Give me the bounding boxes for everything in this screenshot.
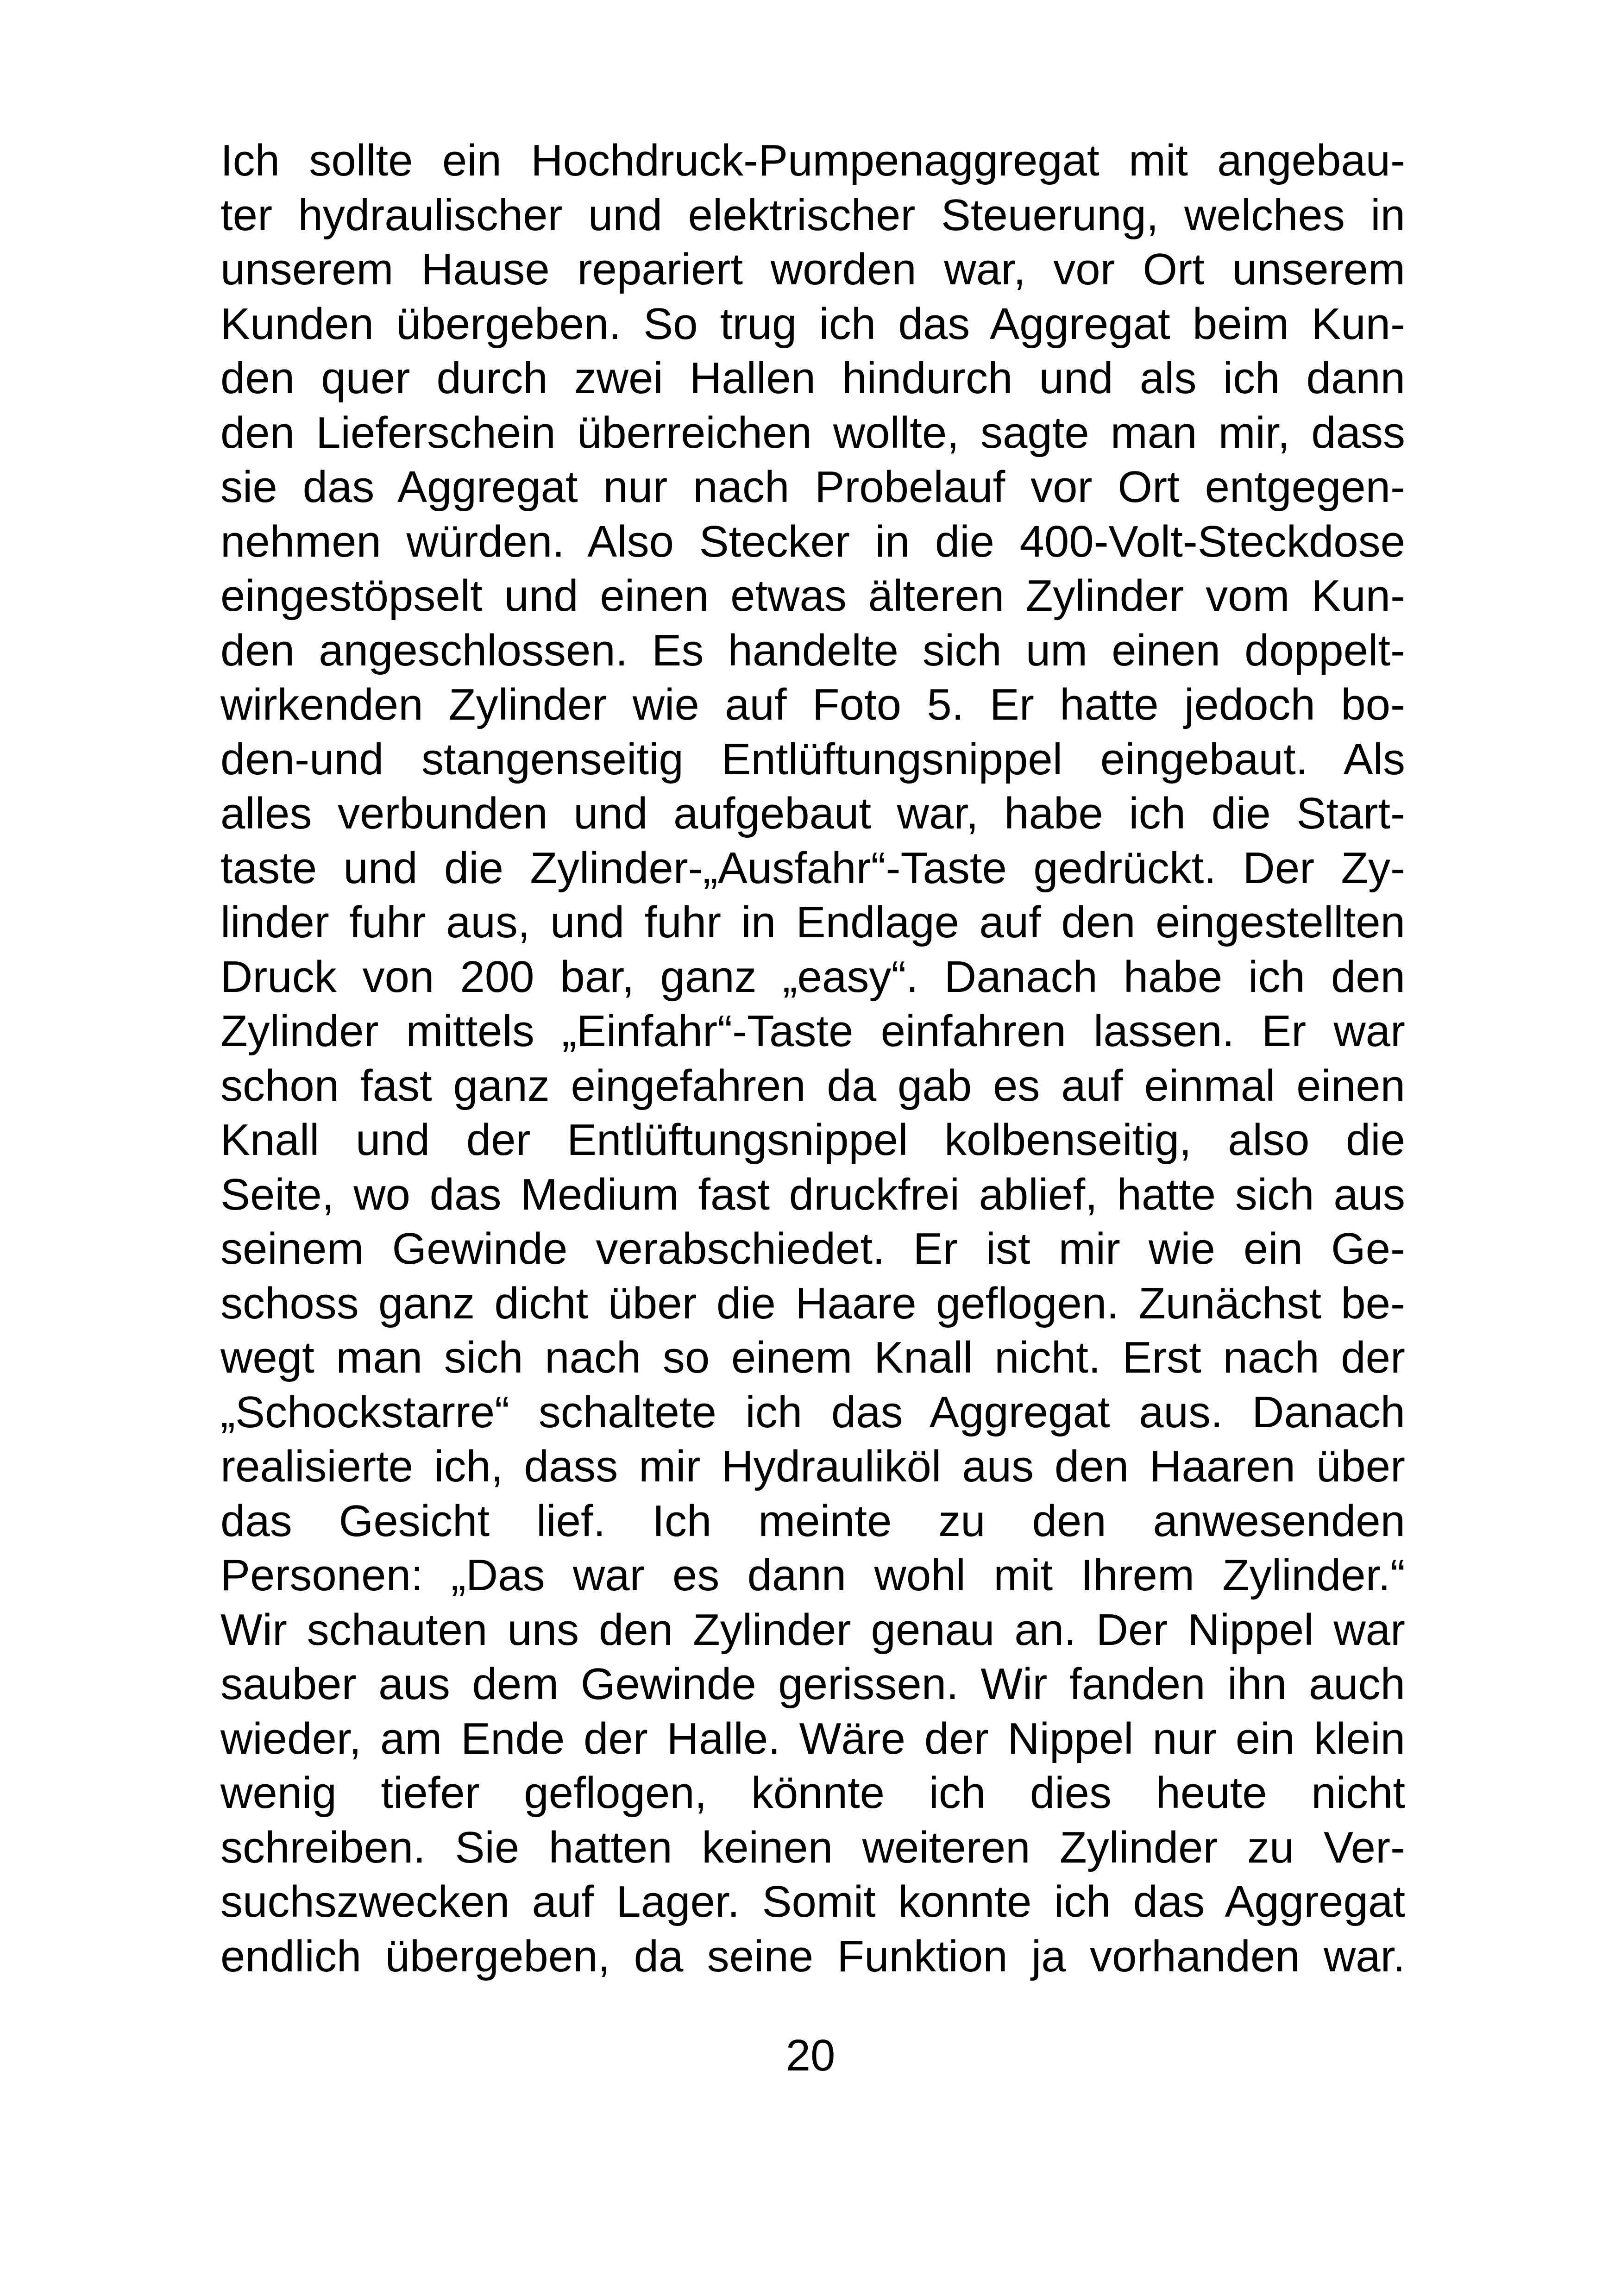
text-line: alles verbunden und aufgebaut war, habe ich die Start- — [220, 789, 1405, 838]
text-line: wieder, am Ende der Halle. Wäre der Nippel nur ein klein — [220, 1713, 1405, 1763]
text-line: schreiben. Sie hatten keinen weiteren Zylinder zu Ver- — [220, 1822, 1405, 1872]
text-line: Personen: „Das war es dann wohl mit Ihrem Zylinder.“ — [220, 1550, 1405, 1600]
text-line: Druck von 200 bar, ganz „easy“. Danach habe ich den — [220, 952, 1405, 1002]
text-line: Seite, wo das Medium fast druckfrei ablief, hatte sich aus — [220, 1169, 1405, 1219]
text-line: den quer durch zwei Hallen hindurch und als ich dann — [220, 353, 1405, 403]
text-line: Knall und der Entlüftungsnippel kolbenseitig, also die — [220, 1115, 1405, 1165]
text-line: linder fuhr aus, und fuhr in Endlage auf den eingestellten — [220, 897, 1405, 947]
text-line: „Schockstarre“ schaltete ich das Aggregat aus. Danach — [220, 1387, 1405, 1437]
text-line: wirkenden Zylinder wie auf Foto 5. Er hatte jedoch bo- — [220, 680, 1405, 729]
text-line: das Gesicht lief. Ich meinte zu den anwesenden — [220, 1496, 1405, 1546]
text-line: den Lieferschein überreichen wollte, sagte man mir, dass — [220, 408, 1405, 458]
text-line: realisierte ich, dass mir Hydrauliköl aus den Haaren über — [220, 1442, 1405, 1491]
text-line: schoss ganz dicht über die Haare geflogen. Zunächst be- — [220, 1278, 1405, 1328]
text-line: taste und die Zylinder-„Ausfahr“-Taste gedrückt. Der Zy- — [220, 843, 1405, 893]
text-line: seinem Gewinde verabschiedet. Er ist mir wie ein Ge- — [220, 1224, 1405, 1273]
text-line: eingestöpselt und einen etwas älteren Zylinder vom Kun- — [220, 571, 1405, 621]
text-line: endlich übergeben, da seine Funktion ja vorhanden war. — [220, 1931, 1405, 1981]
text-line: wenig tiefer geflogen, könnte ich dies heute nicht — [220, 1768, 1405, 1818]
text-line: unserem Hause repariert worden war, vor Ort unserem — [220, 245, 1405, 294]
text-line: sie das Aggregat nur nach Probelauf vor Ort entgegen- — [220, 462, 1405, 512]
text-line: nehmen würden. Also Stecker in die 400-Volt-Steckdose — [220, 516, 1405, 566]
text-line: wegt man sich nach so einem Knall nicht. Erst nach der — [220, 1333, 1405, 1382]
page-number: 20 — [785, 2031, 836, 2080]
text-line: ter hydraulischer und elektrischer Steuerung, welches in — [220, 190, 1405, 240]
text-line: schon fast ganz eingefahren da gab es auf einmal einen — [220, 1060, 1405, 1110]
text-line: den-und stangenseitig Entlüftungsnippel eingebaut. Als — [220, 734, 1405, 784]
text-line: sauber aus dem Gewinde gerissen. Wir fanden ihn auch — [220, 1659, 1405, 1709]
body-text — [220, 133, 1405, 1983]
text-line: Zylinder mittels „Einfahr“-Taste einfahren lassen. Er war — [220, 1006, 1405, 1056]
text-line: den angeschlossen. Es handelte sich um einen doppelt- — [220, 625, 1405, 675]
text-line: suchszwecken auf Lager. Somit konnte ich das Aggregat — [220, 1877, 1405, 1926]
text-line: Ich sollte ein Hochdruck-Pumpenaggregat mit angebau- — [220, 136, 1405, 185]
text-line: Kunden übergeben. So trug ich das Aggregat beim Kun- — [220, 299, 1405, 349]
text-line: Wir schauten uns den Zylinder genau an. Der Nippel war — [220, 1605, 1405, 1655]
